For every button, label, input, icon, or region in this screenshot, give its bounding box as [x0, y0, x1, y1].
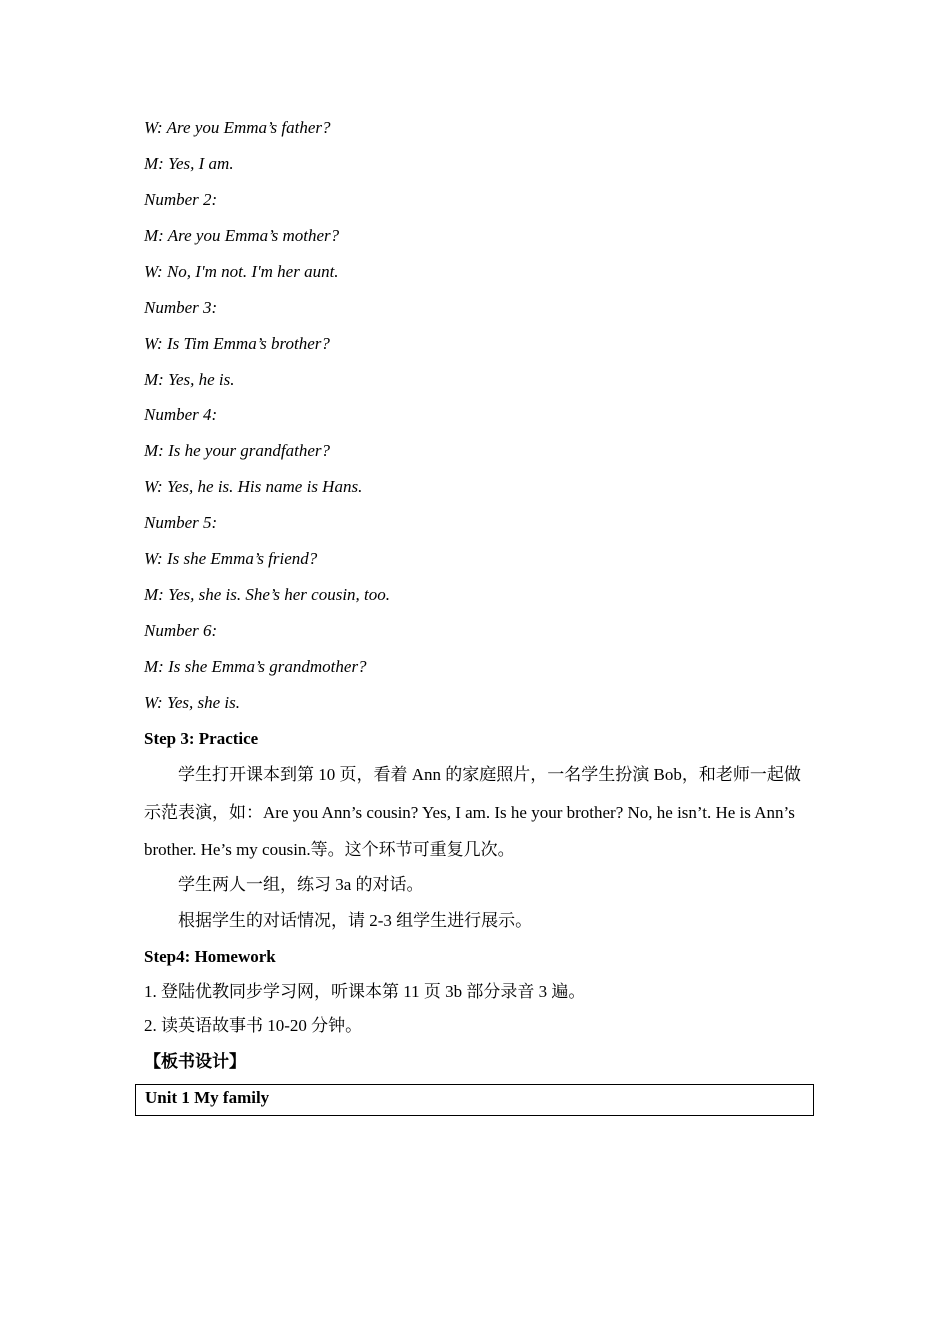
step3-paragraph: 学生打开课本到第 10 页，看着 Ann 的家庭照片，一名学生扮演 Bob，和老师一起做示范表演，如：Are you Ann’s cousin? Yes, I am. Is he your brother? No, he isn’t. He is Ann’s brother. He’s my cousin.等。这个环节可重复几次。 — [144, 765, 801, 859]
step3-heading: Step 3: Practice — [144, 729, 259, 748]
dialogue-number: Number 6: — [144, 621, 218, 640]
dialogue-line: M: Is he your grandfather? — [144, 441, 331, 460]
board-design-box — [135, 1084, 814, 1116]
dialogue-line: M: Yes, she is. She’s her cousin, too. — [144, 585, 391, 604]
board-box-title: Unit 1 My family — [145, 1088, 270, 1107]
step3-paragraph: 学生两人一组，练习 3a 的对话。 — [178, 875, 424, 894]
step4-heading: Step4: Homework — [144, 947, 276, 966]
dialogue-line: M: Yes, I am. — [144, 154, 234, 173]
dialogue-line: W: Yes, she is. — [144, 693, 241, 712]
dialogue-number: Number 3: — [144, 298, 218, 317]
dialogue-line: W: Are you Emma’s father? — [144, 118, 331, 137]
dialogue-line: M: Are you Emma’s mother? — [144, 226, 340, 245]
dialogue-number: Number 4: — [144, 405, 218, 424]
dialogue-number: Number 5: — [144, 513, 218, 532]
dialogue-line: M: Yes, he is. — [144, 370, 235, 389]
homework-item: 1. 登陆优教同步学习网，听课本第 11 页 3b 部分录音 3 遍。 — [144, 982, 586, 1001]
dialogue-line: W: Is Tim Emma’s brother? — [144, 334, 330, 353]
dialogue-line: W: Is she Emma’s friend? — [144, 549, 318, 568]
dialogue-line: W: No, I'm not. I'm her aunt. — [144, 262, 339, 281]
step3-paragraph: 根据学生的对话情况，请 2-3 组学生进行展示。 — [178, 911, 533, 930]
dialogue-number: Number 2: — [144, 190, 218, 209]
dialogue-line: W: Yes, he is. His name is Hans. — [144, 477, 363, 496]
homework-item: 2. 读英语故事书 10-20 分钟。 — [144, 1016, 363, 1035]
dialogue-line: M: Is she Emma’s grandmother? — [144, 657, 367, 676]
board-heading: 【板书设计】 — [144, 1052, 246, 1071]
